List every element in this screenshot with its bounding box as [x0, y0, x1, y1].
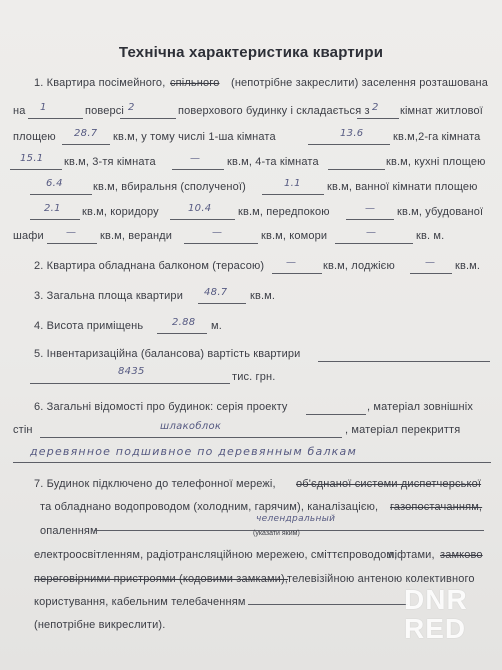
item1-rooms-label: кімнат житлової	[400, 105, 483, 117]
blank-floors-total	[120, 118, 176, 119]
blank-wc	[262, 194, 324, 195]
hw-hall: —	[365, 203, 376, 214]
hw-height: 2.88	[172, 317, 196, 328]
item1-building: поверхового будинку і складається з	[178, 105, 370, 117]
blank-cable	[248, 604, 408, 605]
blank-hall	[346, 219, 394, 220]
blank-corridor	[170, 219, 235, 220]
item1-room2-label: кв.м,2-га кімната	[393, 131, 481, 143]
item7-struck-gas: газопостачанням,	[390, 501, 483, 513]
hw-pantry: —	[366, 227, 377, 238]
item1-corridor-label: кв.м, коридору	[82, 206, 159, 218]
blank-wardrobe	[47, 243, 97, 244]
item1-wc-label: кв.м, вбиральня (сполученої)	[93, 181, 246, 193]
blank-kitchen	[30, 194, 92, 195]
item1-struck-spilnogo: спільного	[170, 77, 220, 89]
hw-wc: 1.1	[284, 178, 301, 189]
item1-line1a: 1. Квартира посімейного,	[34, 77, 166, 89]
item2-loggia-label: кв.м, лоджією	[323, 260, 395, 272]
hw-kitchen: 6.4	[46, 178, 63, 189]
hw-heating: челендральный	[256, 514, 336, 524]
hw-total-area: 48.7	[204, 287, 228, 298]
hw-room3: —	[190, 153, 201, 164]
item7-line6a: користування, кабельним телебаченням	[34, 596, 246, 608]
item7-line1a: 7. Будинок підключено до телефонної мережі,	[34, 478, 276, 490]
blank-series	[306, 414, 366, 415]
item3-label: 3. Загальна площа квартири	[34, 290, 183, 302]
heating-note: (указати яким)	[253, 530, 300, 537]
item7-struck-dispatch: об'єднаної системи диспетчерської	[296, 478, 482, 490]
item1-line1c: (непотрібне закреслити) заселення розташована	[231, 77, 489, 89]
watermark-line2: RED	[404, 613, 467, 644]
hw-room2: 15.1	[20, 153, 44, 164]
item1-kitchen-label: кв.м, кухні площею	[386, 156, 486, 168]
item7-struck-intercom-a: замково	[440, 549, 483, 561]
blank-room2	[10, 169, 62, 170]
page-title: Технічна характеристика квартири	[118, 44, 384, 61]
item5-label: 5. Інвентаризаційна (балансова) вартість квартири	[34, 348, 301, 360]
item1-end: кв. м.	[416, 230, 445, 242]
blank-living-area	[62, 144, 110, 145]
hw-ceiling: деревянное подшивное по деревянным балкам	[30, 445, 357, 458]
hw-corridor: 10.4	[188, 203, 212, 214]
blank-loggia	[410, 273, 452, 274]
blank-bathroom	[30, 219, 80, 220]
hw-walls: шлакоблок	[160, 421, 222, 432]
item1-room4-label: кв.м, 4-та кімната	[227, 156, 319, 168]
hw-rooms: 2	[372, 102, 379, 113]
hw-room1: 13.6	[340, 128, 364, 139]
blank-ceiling	[13, 462, 491, 463]
item2-label: 2. Квартира обладнана балконом (терасою)	[34, 260, 265, 272]
blank-rooms	[357, 118, 399, 119]
blank-total-area	[198, 303, 246, 304]
item3-unit: кв.м.	[250, 290, 276, 302]
item1-pantry-label: кв.м, комори	[261, 230, 328, 242]
item1-area-label: площею	[13, 131, 56, 143]
item6-label: 6. Загальні відомості про будинок: серія проекту	[34, 401, 288, 413]
watermark-line1: DNR	[404, 584, 468, 615]
item1-room1-label: кв.м, у тому числі 1-ша кімната	[113, 131, 276, 143]
item7-lifts: ліфтами,	[388, 549, 435, 561]
blank-floor	[28, 118, 83, 119]
item2-end: кв.м.	[455, 260, 481, 272]
item1-bath-label: кв.м, ванної кімнати площею	[327, 181, 478, 193]
hw-veranda: —	[212, 227, 223, 238]
item1-hall-label: кв.м, передпокою	[238, 206, 330, 218]
item7-line5b: телевізійною антеною колективного	[287, 573, 475, 585]
item4-unit: м.	[211, 320, 222, 332]
hw-balcony: —	[286, 257, 297, 268]
item7-line2a: та обладнано водопроводом (холодним, гарячим), каналізацією,	[40, 501, 379, 513]
blank-value-2	[30, 383, 230, 384]
blank-pantry	[335, 243, 413, 244]
hw-bathroom: 2.1	[44, 203, 61, 214]
hw-loggia: —	[425, 257, 436, 268]
item7-line7a: (непотрібне викреслити).	[34, 619, 166, 631]
blank-walls	[40, 437, 342, 438]
blank-room3	[172, 169, 224, 170]
watermark-logo	[404, 585, 490, 647]
item7-heating-label: опаленням	[40, 525, 98, 537]
blank-balcony	[272, 273, 322, 274]
hw-living-area: 28.7	[74, 128, 98, 139]
item6-ceiling-material: , матеріал перекриття	[345, 424, 461, 436]
blank-veranda	[184, 243, 258, 244]
item7-struck-intercom-b: переговірними пристроями (кодовими замками),	[34, 573, 288, 585]
item6-walls-label: стін	[13, 424, 33, 436]
blank-room4	[328, 169, 385, 170]
item1-wardrobe-label: шафи	[13, 230, 44, 242]
item4-label: 4. Висота приміщень	[34, 320, 144, 332]
item1-on: на	[13, 105, 26, 117]
item1-veranda-label: кв.м, веранди	[100, 230, 173, 242]
hw-wardrobe: —	[66, 227, 77, 238]
blank-room1	[308, 144, 390, 145]
blank-height	[157, 333, 207, 334]
hw-value: 8435	[118, 366, 145, 377]
item7-line4a: електроосвітленням, радіотрансляційною мережею, сміттєпроводом,	[34, 549, 398, 561]
item5-unit: тис. грн.	[232, 371, 276, 383]
hw-floor: 1	[40, 102, 47, 113]
item1-room3-label: кв.м, 3-тя кімната	[64, 156, 156, 168]
hw-floors-total: 2	[128, 102, 135, 113]
item6-walls-material: , матеріал зовнішніх	[367, 401, 473, 413]
item1-builtin-label: кв.м, убудованої	[397, 206, 484, 218]
blank-value-1	[318, 361, 490, 362]
item1-floor-label: поверсі	[85, 105, 125, 117]
